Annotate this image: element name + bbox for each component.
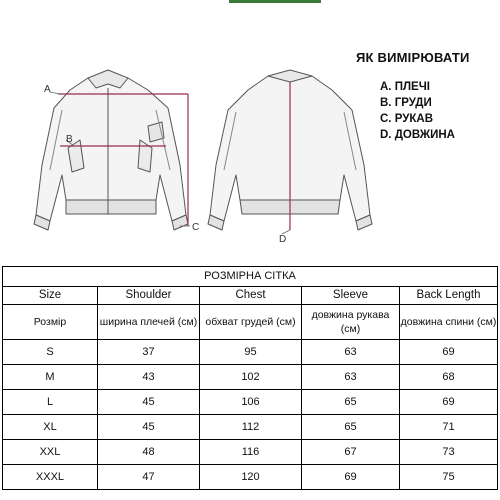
cell-shoulder: 43: [98, 365, 200, 390]
table-row: [3, 415, 498, 440]
measure-legend: [356, 50, 496, 145]
cell-size: L: [3, 390, 98, 415]
cell-chest: 120: [200, 465, 302, 490]
cell-shoulder: 45: [98, 390, 200, 415]
cell-back-length: 75: [400, 465, 498, 490]
legend-item-chest: B. ГРУДИ: [380, 97, 432, 109]
subheader-chest: обхват грудей (см): [200, 305, 302, 340]
cell-size: XXXL: [3, 465, 98, 490]
cell-size: XL: [3, 415, 98, 440]
label-c: C: [192, 222, 200, 233]
cell-shoulder: 47: [98, 465, 200, 490]
subheader-shoulder: ширина плечей (см): [98, 305, 200, 340]
legend-item-shoulders: A. ПЛЕЧІ: [380, 81, 430, 93]
cell-chest: 116: [200, 440, 302, 465]
subheader-back-length: довжина спини (см): [400, 305, 498, 340]
cell-shoulder: 45: [98, 415, 200, 440]
cell-chest: 102: [200, 365, 302, 390]
cell-back-length: 73: [400, 440, 498, 465]
cell-size: XXL: [3, 440, 98, 465]
label-a: A: [44, 84, 51, 95]
legend-title: ЯК ВИМІРЮВАТИ: [356, 50, 470, 65]
legend-item-length: D. ДОВЖИНА: [380, 129, 455, 141]
cell-sleeve: 65: [302, 390, 400, 415]
header-back-length: Back Length: [400, 287, 498, 305]
table-row: [3, 365, 498, 390]
cell-back-length: 71: [400, 415, 498, 440]
header-chest: Chest: [200, 287, 302, 305]
header-size: Size: [3, 287, 98, 305]
label-b: B: [66, 134, 73, 145]
legend-item-sleeve: C. РУКАВ: [380, 113, 433, 125]
table-title: РОЗМІРНА СІТКА: [3, 267, 498, 287]
cell-size: S: [3, 340, 98, 365]
cell-shoulder: 48: [98, 440, 200, 465]
cell-chest: 112: [200, 415, 302, 440]
top-accent-line: [229, 0, 321, 3]
cell-shoulder: 37: [98, 340, 200, 365]
header-sleeve: Sleeve: [302, 287, 400, 305]
cell-sleeve: 63: [302, 340, 400, 365]
subheader-row: [3, 305, 498, 340]
cell-sleeve: 67: [302, 440, 400, 465]
subheader-sleeve: довжина рукава (см): [302, 305, 400, 340]
table-row: [3, 465, 498, 490]
label-d: D: [279, 234, 287, 245]
cell-back-length: 69: [400, 390, 498, 415]
cell-sleeve: 69: [302, 465, 400, 490]
cell-sleeve: 63: [302, 365, 400, 390]
subheader-size: Розмір: [3, 305, 98, 340]
header-row: [3, 287, 498, 305]
cell-back-length: 69: [400, 340, 498, 365]
table-row: [3, 340, 498, 365]
table-row: [3, 390, 498, 415]
cell-sleeve: 65: [302, 415, 400, 440]
cell-chest: 106: [200, 390, 302, 415]
size-chart-table: [2, 266, 498, 490]
cell-back-length: 68: [400, 365, 498, 390]
header-shoulder: Shoulder: [98, 287, 200, 305]
cell-size: M: [3, 365, 98, 390]
table-row: [3, 440, 498, 465]
cell-chest: 95: [200, 340, 302, 365]
